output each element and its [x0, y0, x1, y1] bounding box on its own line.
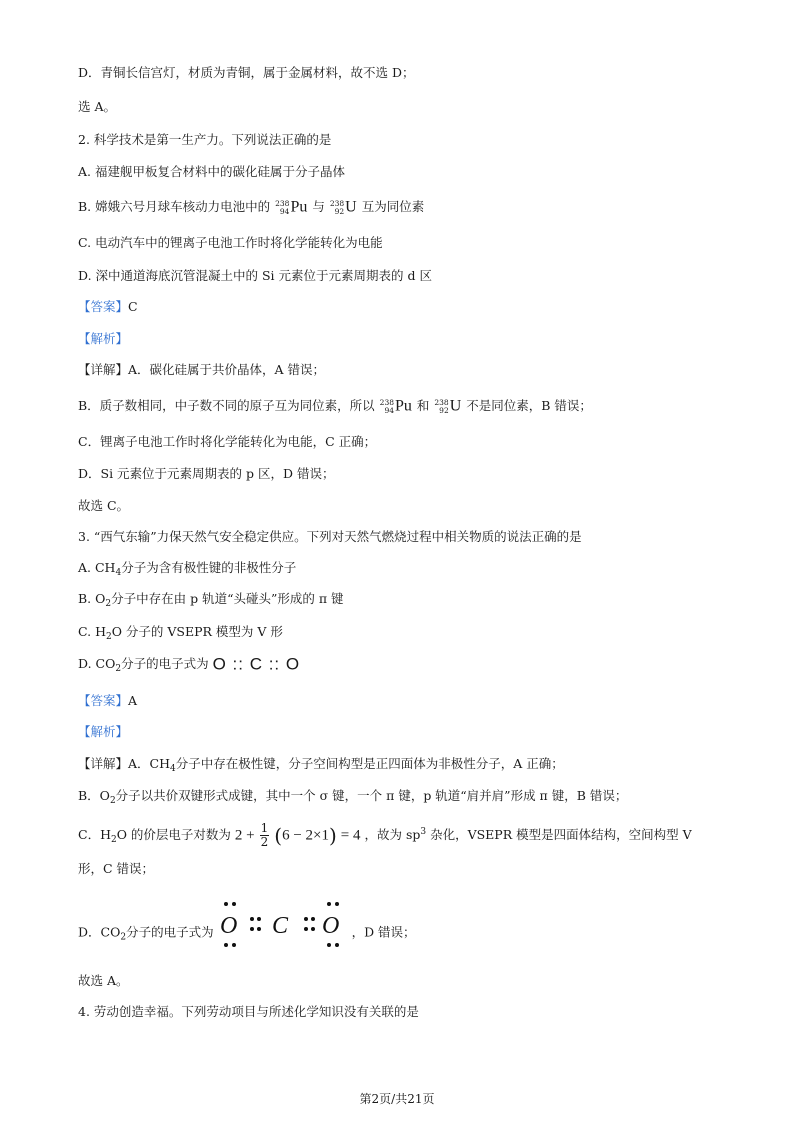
co2-formula: O :: C :: O — [212, 654, 301, 674]
q2-detail-d: D．Si 元素位于元素周期表的 p 区，D 错误； — [78, 466, 335, 481]
q3-detail-c-cont: 形，C 错误； — [78, 861, 155, 876]
q3-detail-d: D．$CO_2$分子的电子式为 O C O ，D 错误； — [78, 916, 416, 950]
q2-answer: 【答案】C — [78, 299, 138, 314]
q2-detail-c: C．锂离子电池工作时将化学能转化为电能，C 正确； — [78, 434, 377, 449]
q1-option-d: D．青铜长信宫灯，材质为青铜，属于金属材料，故不选 D； — [78, 65, 415, 80]
q3-detail-b: B．$O_2$分子以共价双键形式成键，其中一个 σ 键，一个 π 键，p 轨道“肩并肩”形成 π 键，B 错误； — [78, 788, 628, 806]
svg-text:O: O — [321, 913, 339, 939]
q2-analysis-label: 【解析】 — [78, 331, 129, 346]
q2-conclusion: 故选 C。 — [78, 498, 130, 513]
fraction-half: $\frac{1}{2}$ — [260, 821, 269, 849]
q3-option-c: C. $H_2O$ 分子的 VSEPR 模型为 V 形 — [78, 624, 283, 642]
isotope-u: 238 92 U — [329, 198, 357, 216]
q2-option-a: A. 福建舰甲板复合材料中的碳化硅属于分子晶体 — [78, 164, 345, 179]
isotope-pu: 238 94 Pu — [275, 198, 308, 216]
q4-stem: 4. 劳动创造幸福。下列劳动项目与所述化学知识没有关联的是 — [78, 1004, 419, 1019]
q3-option-b: B. $O_2$分子中存在由 p 轨道“头碰头”形成的 π 键 — [78, 591, 344, 609]
q2-option-c: C. 电动汽车中的锂离子电池工作时将化学能转化为电能 — [78, 235, 383, 250]
q2-stem: 2. 科学技术是第一生产力。下列说法正确的是 — [78, 132, 332, 147]
q2-option-b: B. 嫦娥六号月球车核动力电池中的 238 94 Pu 与 238 92 U 互为同位素 — [78, 198, 425, 216]
q3-answer: 【答案】A — [78, 693, 138, 708]
q3-stem: 3. “西气东输”力保天然气安全稳定供应。下列对天然气燃烧过程中相关物质的说法正确的是 — [78, 529, 582, 544]
q3-option-a: A. $CH_4$分子为含有极性键的非极性分子 — [78, 560, 297, 578]
q3-detail-a: 【详解】A．$CH_4$分子中存在极性键，分子空间构型是正四面体为非极性分子，A 正确； — [78, 756, 564, 774]
q2-detail-b: B．质子数相同，中子数不同的原子互为同位素，所以 238 94 Pu 和 238 92 U 不是同位素，B 错误； — [78, 397, 592, 415]
page-number: 第2页/共21页 — [359, 1092, 435, 1106]
q3-detail-c: C．$H_2O$ 的价层电子对数为 2 + $\frac{1}{2}$ (6 − 2×1) = 4 ，故为 $sp^3$ 杂化，VSEPR 模型是四面体结构，空间构型 V — [78, 821, 692, 849]
svg-text:O: O — [219, 913, 237, 939]
q3-conclusion: 故选 A。 — [78, 973, 129, 988]
q2-detail-a: 【详解】A．碳化硅属于共价晶体，A 错误； — [78, 362, 326, 377]
isotope-pu-detail: 238 94 Pu — [379, 397, 412, 415]
q3-analysis-label: 【解析】 — [78, 724, 129, 739]
co2-lewis-structure — [218, 900, 348, 950]
q2-option-d: D. 深中通道海底沉管混凝土中的 Si 元素位于元素周期表的 d 区 — [78, 268, 432, 283]
svg-text:C: C — [271, 913, 288, 939]
q3-option-d: D. $CO_2$分子的电子式为 O :: C :: O — [78, 654, 301, 674]
isotope-u-detail: 238 92 U — [434, 397, 462, 415]
q1-conclusion: 选 A。 — [78, 99, 117, 114]
